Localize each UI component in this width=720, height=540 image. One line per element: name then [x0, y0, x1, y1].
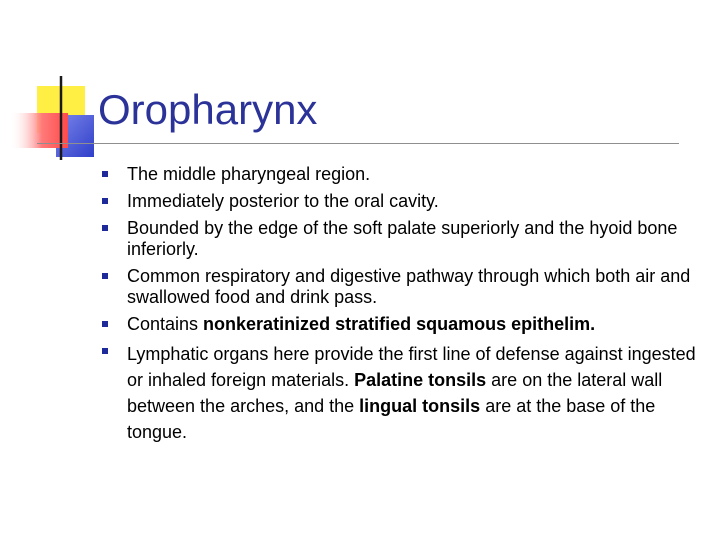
bullet-text-run: The middle pharyngeal region. [127, 164, 371, 184]
bullet-text [127, 314, 700, 335]
bullet-text [127, 341, 700, 445]
bullet-item [100, 266, 700, 308]
bullet-square-icon [102, 273, 108, 279]
title-divider [37, 143, 679, 144]
bullet-text-run: Contains [127, 314, 204, 334]
bullet-item [100, 218, 700, 260]
bullet-list [100, 164, 700, 451]
bullet-square-icon [102, 225, 108, 231]
bullet-text-run: Common respiratory and digestive pathway through which both air and swallowed food and drink pass. [127, 266, 691, 307]
bullet-text-run: are at the base of the tongue. [127, 396, 656, 442]
bullet-bold-term: Palatine tonsils [354, 370, 487, 390]
bullet-text-run: Lymphatic organs here provide the first line of defense against ingested or inhaled foreign materials. [127, 344, 696, 390]
bullet-item [100, 164, 700, 185]
bullet-square-icon [102, 198, 108, 204]
bullet-text-run: Bounded by the edge of the soft palate superiorly and the hyoid bone inferiorly. [127, 218, 678, 259]
bullet-text-run: Immediately posterior to the oral cavity. [127, 191, 439, 211]
bullet-square-icon [102, 321, 108, 327]
bullet-item [100, 314, 700, 335]
bullet-bold-term: nonkeratinized stratified squamous epithelim. [203, 314, 596, 334]
bullet-bold-term: lingual tonsils [359, 396, 481, 416]
bullet-item [100, 341, 700, 445]
bullet-text [127, 191, 700, 212]
bullet-square-icon [102, 171, 108, 177]
slide-title: Oropharynx [98, 86, 318, 133]
bullet-text [127, 218, 700, 260]
bullet-text [127, 266, 700, 308]
bullet-square-icon [102, 348, 108, 354]
bullet-text-run: are on the lateral wall between the arches, and the [127, 370, 663, 416]
bullet-item [100, 191, 700, 212]
bullet-text [127, 164, 700, 185]
